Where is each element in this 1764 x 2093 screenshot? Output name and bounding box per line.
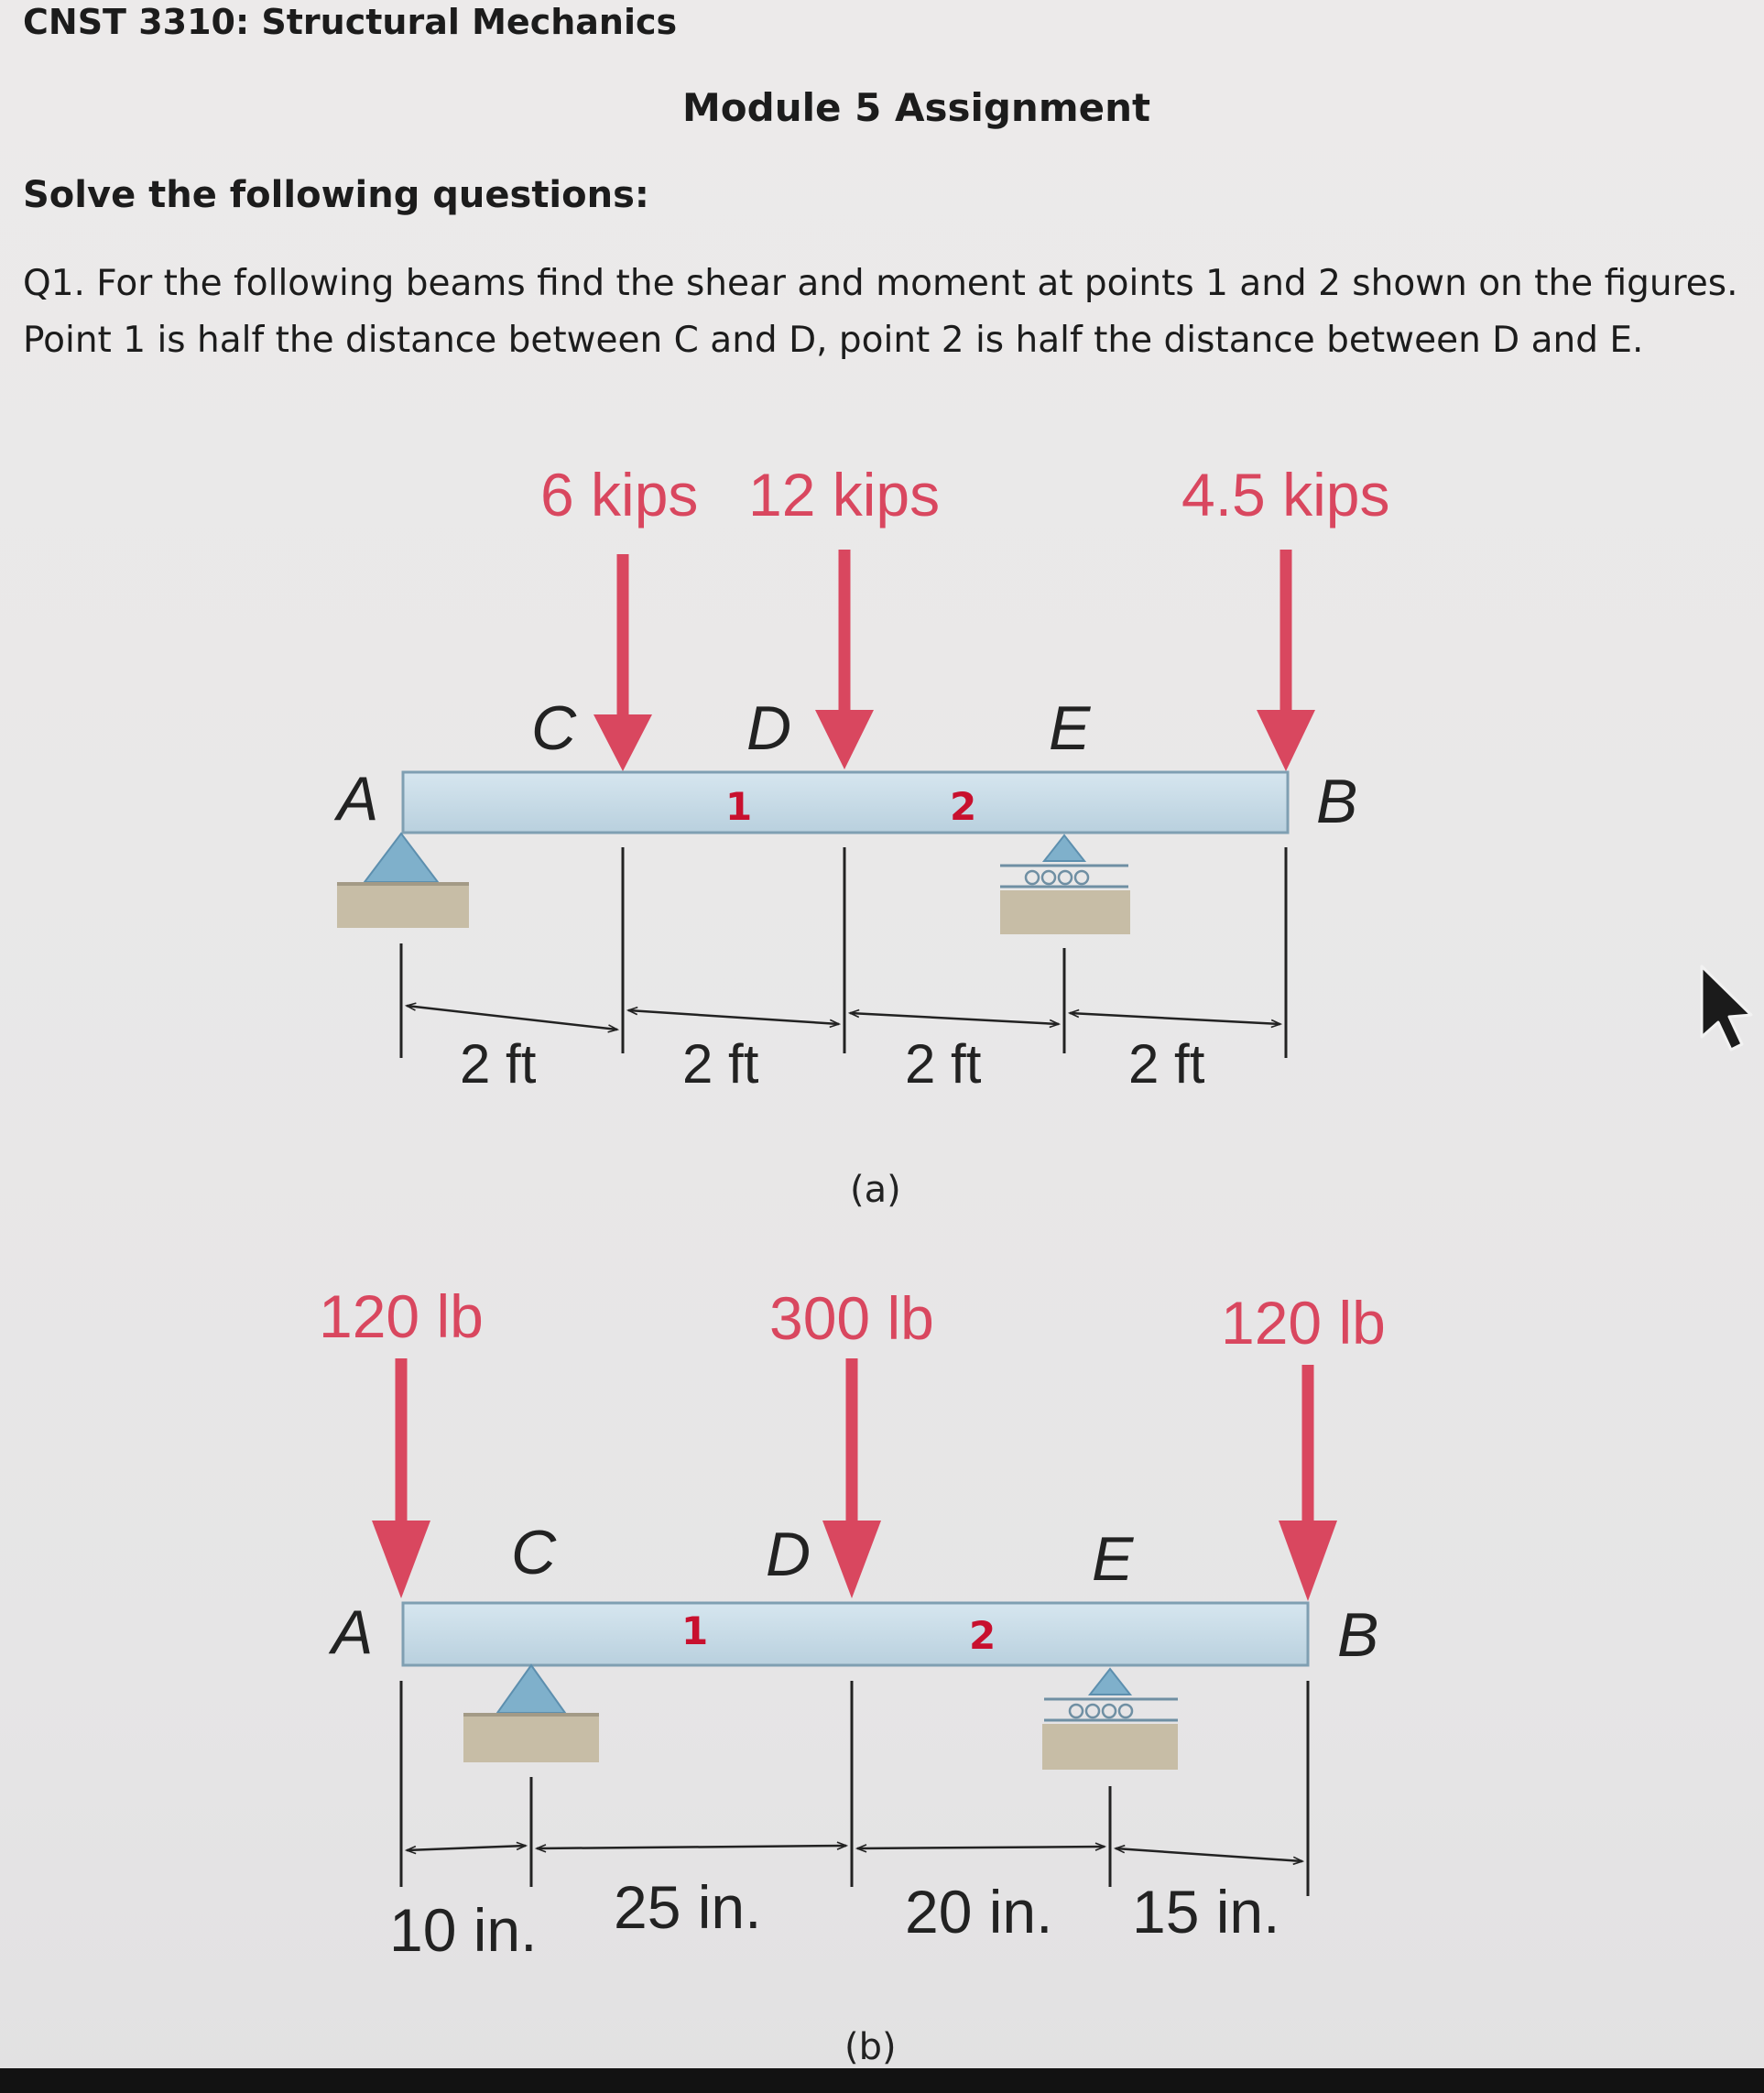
section-label-2: 2 [950,784,977,829]
load-label-12-kips: 12 kips [748,461,941,529]
load-arrow-300-lb [822,1358,881,1598]
load-label-120-lb-right: 120 lb [1221,1289,1386,1357]
mouse-pointer-icon [1702,966,1751,1050]
beam-a [403,772,1288,833]
caption-a: (a) [850,1169,901,1211]
load-arrow-120-lb-right [1279,1365,1337,1601]
dimension-label-b-3: 20 in. [905,1878,1053,1946]
caption-b: (b) [844,2026,897,2068]
point-label-a-b: A [332,1597,374,1667]
load-label-120-lb-left: 120 lb [319,1282,484,1350]
dimension-label-b-2: 25 in. [614,1873,762,1941]
point-label-a: A [337,764,379,834]
figure-b [319,1282,1386,2068]
question-line-1: Q1. For the following beams find the shear and moment at points 1 and 2 shown on the figures. [23,263,1738,304]
assignment-title: Module 5 Assignment [682,85,1151,130]
load-arrow-12-kips [815,550,874,769]
beam-b [403,1603,1308,1665]
point-label-c: C [531,693,577,763]
figure-a [333,461,1389,1211]
screen-bezel [0,2068,1764,2093]
point-label-e: E [1049,693,1091,763]
load-arrow-6-kips [593,554,652,771]
point-label-b: B [1316,767,1358,836]
pin-support-a [337,834,469,928]
load-label-300-lb: 300 lb [769,1284,934,1352]
dimension-lines-b [407,1846,1302,1861]
pin-support-c [463,1665,599,1762]
dimension-label-a-1: 2 ft [460,1033,537,1095]
roller-support-e [1000,835,1130,934]
load-arrow-120-lb-left [372,1358,430,1598]
dimension-label-b-4: 15 in. [1132,1878,1280,1946]
point-label-d-b: D [766,1520,811,1589]
point-label-c-b: C [511,1518,557,1587]
point-label-e-b: E [1092,1524,1134,1594]
dimension-label-a-2: 2 ft [682,1033,759,1095]
load-arrow-4-5-kips [1257,550,1315,771]
point-label-d: D [746,693,792,763]
dimension-label-a-3: 2 ft [905,1033,982,1095]
question-line-2: Point 1 is half the distance between C and D, point 2 is half the distance between D and E. [23,320,1644,361]
instructions: Solve the following questions: [23,174,649,216]
dimension-label-a-4: 2 ft [1128,1033,1205,1095]
point-label-b-b: B [1337,1600,1379,1670]
extension-lines-a [401,847,1286,1058]
dimension-label-b-1: 10 in. [389,1896,538,1964]
load-label-4-5-kips: 4.5 kips [1181,461,1390,529]
roller-support-e-b [1042,1669,1178,1770]
section-label-1: 1 [725,784,753,829]
section-label-2-b: 2 [969,1613,996,1658]
load-label-6-kips: 6 kips [540,461,699,529]
course-title: CNST 3310: Structural Mechanics [23,2,678,42]
section-label-1-b: 1 [681,1608,709,1653]
